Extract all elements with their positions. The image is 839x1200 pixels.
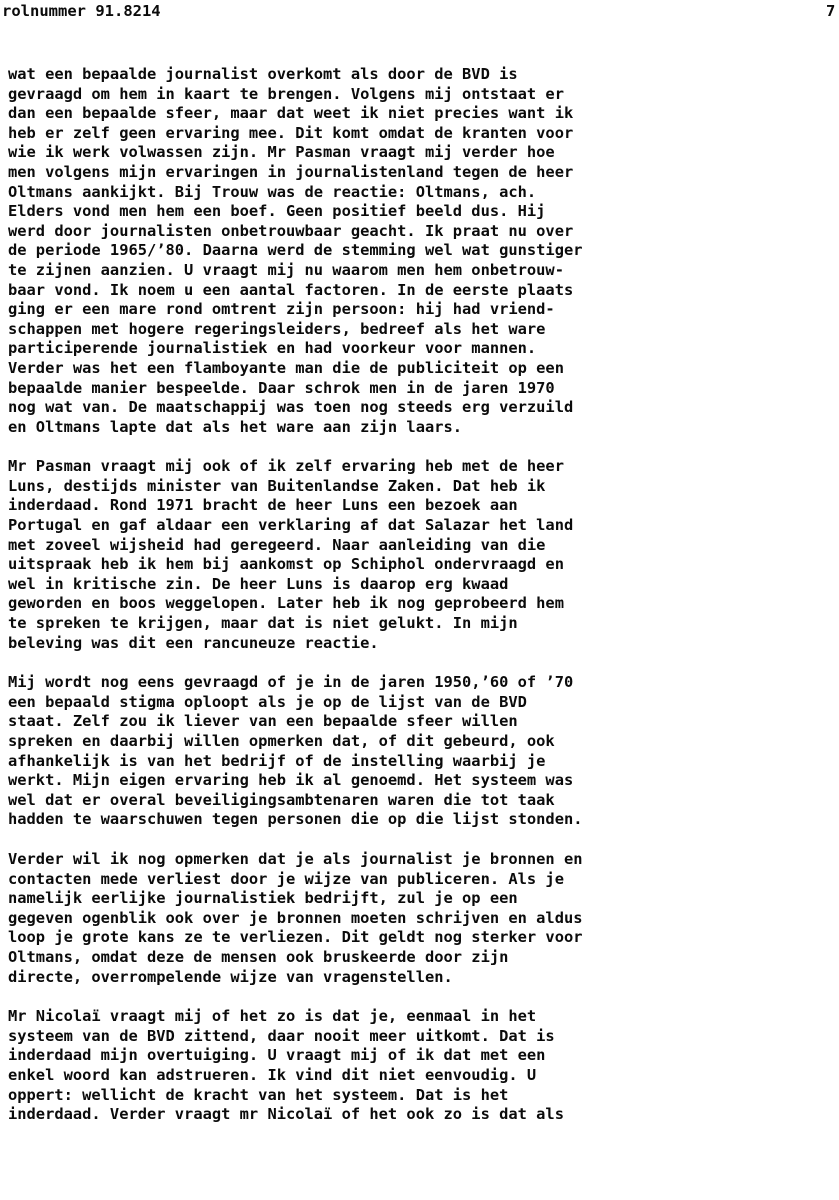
text-line: werd door journalisten onbetrouwbaar geacht. Ik praat nu over (8, 221, 574, 240)
text-line: schappen met hogere regeringsleiders, bedreef als het ware (8, 319, 546, 338)
text-line: de periode 1965/’80. Daarna werd de stemming wel wat gunstiger (8, 241, 583, 260)
text-line: geworden en boos weggelopen. Later heb ik nog geprobeerd hem (8, 594, 564, 613)
text-line: loop je grote kans ze te verliezen. Dit geldt nog sterker voor (8, 928, 583, 947)
text-line: gegeven ogenblik ook over je bronnen moeten schrijven en aldus (8, 908, 583, 927)
text-line: heb er zelf geen ervaring mee. Dit komt omdat de kranten voor (8, 123, 574, 142)
text-line: afhankelijk is van het bedrijf of de instelling waarbij je (8, 751, 546, 770)
text-line: Elders vond men hem een boef. Geen positief beeld dus. Hij (8, 202, 546, 221)
text-line: beleving was dit een rancuneuze reactie. (8, 633, 379, 652)
text-line: wel dat er overal beveiligingsambtenaren waren die tot taak (8, 790, 555, 809)
text-line: Verder wil ik nog opmerken dat je als journalist je bronnen en (8, 849, 583, 868)
paragraph (8, 850, 839, 987)
text-line: staat. Zelf zou ik liever van een bepaalde sfeer willen (8, 712, 518, 731)
text-line: Mij wordt nog eens gevraagd of je in de jaren 1950,’60 of ’70 (8, 673, 574, 692)
text-line: Luns, destijds minister van Buitenlandse Zaken. Dat heb ik (8, 476, 546, 495)
paragraph (8, 457, 839, 653)
text-line: Oltmans, omdat deze de mensen ook bruskeerde door zijn (8, 947, 509, 966)
paragraph (8, 673, 839, 830)
text-line: gevraagd om hem in kaart te brengen. Volgens mij ontstaat er (8, 84, 564, 103)
text-line: men volgens mijn ervaringen in journalistenland tegen de heer (8, 162, 574, 181)
document-body (8, 65, 839, 1145)
text-line: inderdaad. Rond 1971 bracht de heer Luns een bezoek aan (8, 496, 518, 515)
text-line: participerende journalistiek en had voorkeur voor mannen. (8, 339, 537, 358)
page-header (0, 0, 839, 22)
text-line: inderdaad mijn overtuiging. U vraagt mij of ik dat met een (8, 1046, 546, 1065)
text-line: wie ik werk volwassen zijn. Mr Pasman vraagt mij verder hoe (8, 143, 555, 162)
text-line: uitspraak heb ik hem bij aankomst op Schiphol ondervraagd en (8, 555, 564, 574)
text-line: contacten mede verliest door je wijze van publiceren. Als je (8, 869, 564, 888)
text-line: wel in kritische zin. De heer Luns is daarop erg kwaad (8, 574, 509, 593)
text-line: baar vond. Ik noem u een aantal factoren. In de eerste plaats (8, 280, 574, 299)
text-line: en Oltmans lapte dat als het ware aan zijn laars. (8, 417, 463, 436)
text-line: directe, overrompelende wijze van vragenstellen. (8, 967, 453, 986)
text-line: met zoveel wijsheid had geregeerd. Naar aanleiding van die (8, 535, 546, 554)
text-line: hadden te waarschuwen tegen personen die op die lijst stonden. (8, 810, 583, 829)
text-line: Portugal en gaf aldaar een verklaring af dat Salazar het land (8, 516, 574, 535)
text-line: te spreken te krijgen, maar dat is niet gelukt. In mijn (8, 614, 518, 633)
paragraph (8, 65, 839, 437)
text-line: namelijk eerlijke journalistiek bedrijft, zul je op een (8, 889, 518, 908)
text-line: systeem van de BVD zittend, daar nooit meer uitkomt. Dat is (8, 1026, 555, 1045)
text-line: een bepaald stigma oploopt als je op de lijst van de BVD (8, 692, 527, 711)
text-line: inderdaad. Verder vraagt mr Nicolaï of het ook zo is dat als (8, 1105, 564, 1124)
text-line: Mr Pasman vraagt mij ook of ik zelf ervaring heb met de heer (8, 457, 564, 476)
text-line: nog wat van. De maatschappij was toen nog steeds erg verzuild (8, 398, 574, 417)
text-line: enkel woord kan adstrueren. Ik vind dit niet eenvoudig. U (8, 1065, 537, 1084)
text-line: bepaalde manier bespeelde. Daar schrok men in de jaren 1970 (8, 378, 555, 397)
text-line: ging er een mare rond omtrent zijn persoon: hij had vriend- (8, 300, 555, 319)
text-line: wat een bepaalde journalist overkomt als door de BVD is (8, 65, 518, 83)
roll-number: rolnummer 91.8214 (2, 2, 161, 20)
text-line: Verder was het een flamboyante man die de publiciteit op een (8, 358, 564, 377)
text-line: spreken en daarbij willen opmerken dat, of dit gebeurd, ook (8, 732, 555, 750)
text-line: werkt. Mijn eigen ervaring heb ik al genoemd. Het systeem was (8, 771, 574, 790)
text-line: oppert: wellicht de kracht van het systeem. Dat is het (8, 1085, 509, 1104)
text-line: dan een bepaalde sfeer, maar dat weet ik niet precies want ik (8, 104, 574, 123)
page-number: 7 (826, 2, 836, 20)
text-line: te zijnen aanzien. U vraagt mij nu waarom men hem onbetrouw- (8, 260, 564, 279)
paragraph (8, 1007, 839, 1125)
text-line: Oltmans aankijkt. Bij Trouw was de reactie: Oltmans, ach. (8, 182, 537, 201)
text-line: Mr Nicolaï vraagt mij of het zo is dat je, eenmaal in het (8, 1007, 537, 1026)
